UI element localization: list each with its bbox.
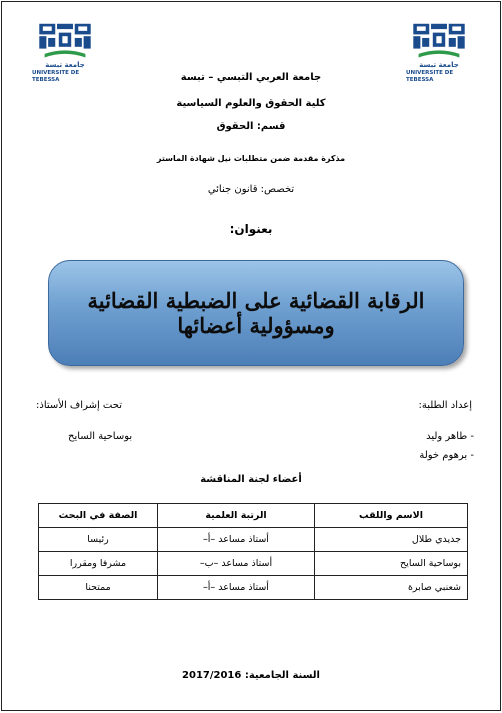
supervisor-label: تحت إشراف الأستاذ: — [36, 400, 122, 411]
member-name: جديدي طلال — [315, 528, 468, 552]
member-rank: أستاذ مساعد –ب– — [158, 552, 315, 576]
column-header-role: الصفة في البحث — [39, 504, 158, 528]
member-role: مشرفا ومقررا — [39, 552, 158, 576]
academic-year: السنة الجامعية: 2017/2016 — [182, 670, 320, 681]
title-banner — [48, 260, 464, 366]
member-role: رئيسا — [39, 528, 158, 552]
member-rank: أستاذ مساعد –أ– — [158, 528, 315, 552]
thesis-title: الرقابة القضائية على الضبطية القضائية ومسؤولية أعضائها — [87, 288, 425, 338]
specialty: تخصص: قانون جنائي — [207, 184, 295, 195]
memo-description: مذكرة مقدمة ضمن متطلبات نيل شهادة الماستر — [156, 154, 346, 163]
title-label: بعنوان: — [229, 222, 273, 236]
cover-page — [1, 1, 501, 711]
column-header-rank: الرتبة العلمية — [158, 504, 315, 528]
committee-table — [38, 503, 468, 600]
member-name: شعنبي صابرة — [315, 576, 468, 600]
member-rank: أستاذ مساعد –أ– — [158, 576, 315, 600]
logo-arabic-name: جامعة تبسة — [45, 61, 85, 69]
university-emblem-icon — [408, 22, 470, 61]
students-label: إعداد الطلبة: — [418, 400, 472, 411]
student-name: - برهوم خولة — [419, 450, 474, 461]
supervisor-name: بوساحية السايح — [68, 431, 133, 442]
logo-english-name: UNIVERSITE DE TEBESSA — [406, 70, 454, 83]
student-name: - طاهر وليد — [426, 431, 474, 442]
table-row — [39, 528, 468, 552]
column-header-name: الاسم واللقب — [315, 504, 468, 528]
table-header-row — [39, 504, 468, 528]
table-row — [39, 552, 468, 576]
department-name: قسم: الحقوق — [216, 121, 286, 132]
table-row — [39, 576, 468, 600]
logo-english-name: UNIVERSITE DE TEBESSA — [32, 70, 80, 83]
logo-arabic-name: جامعة تبسة — [419, 61, 459, 69]
faculty-name: كلية الحقوق والعلوم السياسية — [176, 98, 326, 109]
member-role: ممتحنا — [39, 576, 158, 600]
university-emblem-icon — [34, 22, 96, 61]
university-name: جامعة العربي التبسي – تبسة — [180, 72, 322, 83]
committee-heading: أعضاء لجنة المناقشة — [200, 474, 302, 485]
member-name: بوساحية السايح — [315, 552, 468, 576]
